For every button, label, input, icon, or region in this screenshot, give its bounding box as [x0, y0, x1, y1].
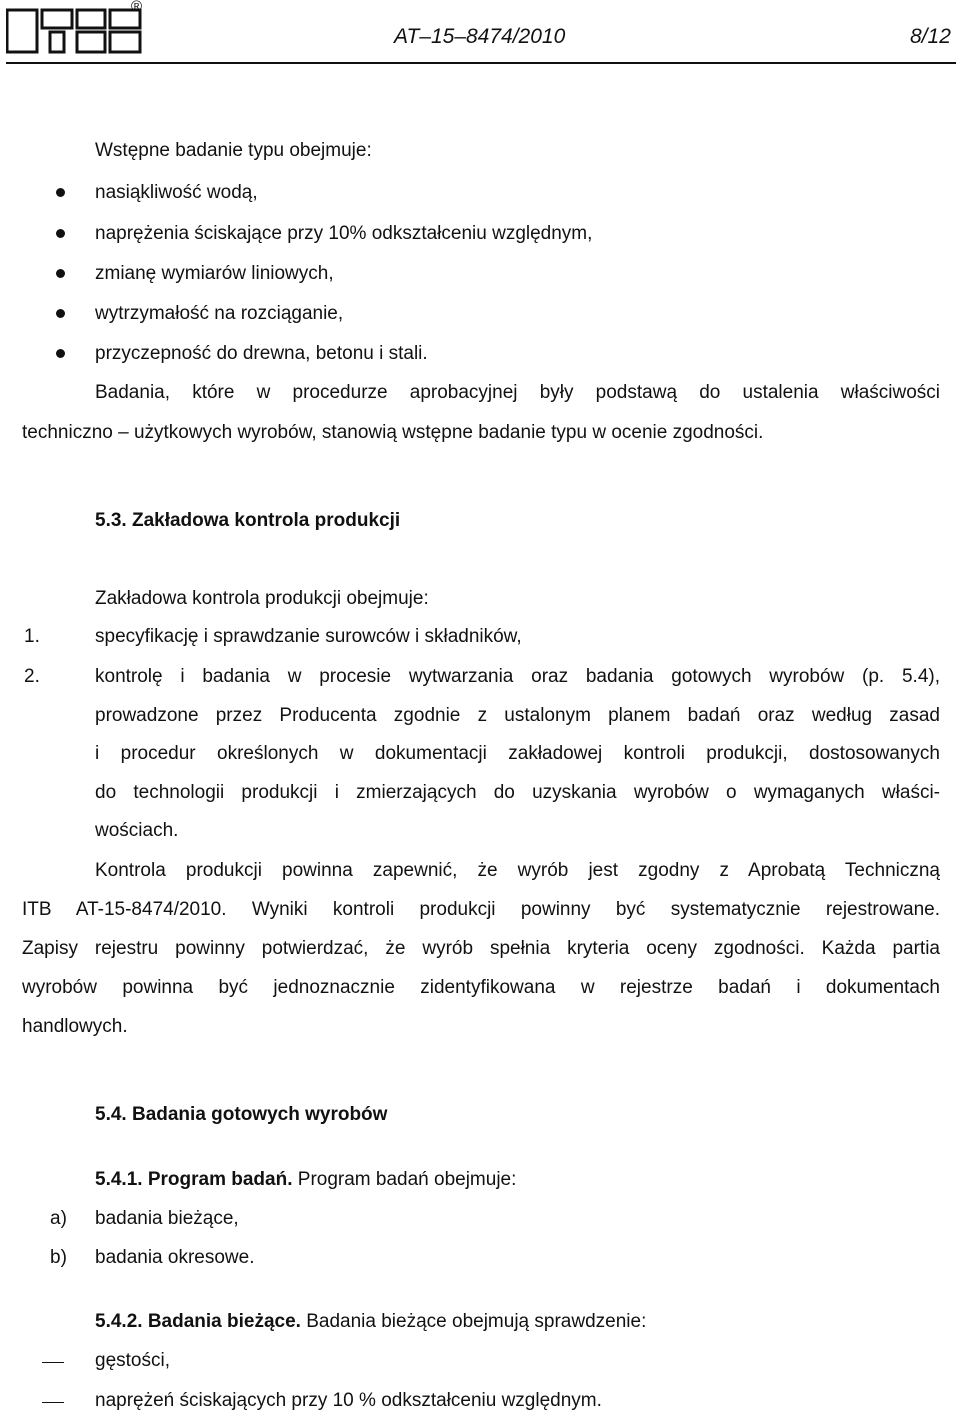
list-item: badania bieżące, — [95, 1208, 239, 1229]
list-item-line: i procedur określonych w dokumentacji zakładowej kontroli produkcji, dostosowanych — [95, 743, 940, 764]
list-item-line: kontrolę i badania w procesie wytwarzania oraz badania gotowych wyrobów (p. 5.4), — [95, 666, 940, 687]
initial-type-test-intro: Wstępne badanie typu obejmuje: — [95, 140, 372, 161]
factory-control-intro: Zakładowa kontrola produkcji obejmuje: — [95, 588, 429, 609]
bullet-icon — [56, 269, 65, 278]
bullet-icon — [56, 188, 65, 197]
subsection-text: Badania bieżące obejmują sprawdzenie: — [306, 1311, 647, 1332]
list-number: 2. — [24, 666, 40, 687]
subsection-line — [95, 1303, 646, 1341]
bullet-icon — [56, 349, 65, 358]
page-header — [0, 0, 960, 64]
dash-icon — [42, 1402, 64, 1403]
list-number: 1. — [24, 626, 40, 647]
registered-mark: ® — [131, 0, 143, 15]
subsection-text: Program badań obejmuje: — [297, 1169, 517, 1190]
list-label: a) — [50, 1208, 67, 1229]
list-item: nasiąkliwość wodą, — [95, 182, 258, 203]
dash-icon — [42, 1362, 64, 1363]
header-rule — [6, 62, 956, 64]
bullet-icon — [56, 309, 65, 318]
subsection-title: Program badań. — [147, 1169, 293, 1190]
list-item: gęstości, — [95, 1350, 170, 1371]
itb-logo — [6, 4, 144, 54]
list-item: naprężenia ściskające przy 10% odkształceniu względnym, — [95, 223, 593, 244]
subsection-number: 5.4.1. — [95, 1169, 143, 1190]
paragraph-line: techniczno – użytkowych wyrobów, stanowią wstępne badanie typu w ocenie zgodności. — [22, 422, 764, 443]
document-number: AT–15–8474/2010 — [394, 25, 566, 48]
list-item-line: do technologii produkcji i zmierzających do uzyskania wyrobów o wymaganych właści- — [95, 782, 940, 803]
list-label: b) — [50, 1247, 67, 1268]
paragraph-line: handlowych. — [22, 1016, 128, 1037]
list-item: naprężeń ściskających przy 10 % odkształceniu względnym. — [95, 1390, 602, 1411]
section-heading: 5.4. Badania gotowych wyrobów — [95, 1104, 388, 1125]
page-number: 8/12 — [910, 25, 951, 48]
subsection-title: Badania bieżące. — [147, 1311, 301, 1332]
list-item: zmianę wymiarów liniowych, — [95, 263, 334, 284]
paragraph-line: ITB AT-15-8474/2010. Wyniki kontroli produkcji powinny być systematycznie rejestrowane. — [22, 899, 940, 920]
bullet-icon — [56, 229, 65, 238]
section-heading: 5.3. Zakładowa kontrola produkcji — [95, 510, 401, 531]
paragraph-line: Zapisy rejestru powinny potwierdzać, że wyrób spełnia kryteria oceny zgodności. Każda partia — [22, 938, 940, 959]
subsection-line — [95, 1161, 516, 1199]
list-item: przyczepność do drewna, betonu i stali. — [95, 343, 428, 364]
paragraph-line: Badania, które w procedurze aprobacyjnej były podstawą do ustalenia właściwości — [95, 382, 940, 403]
list-item: wytrzymałość na rozciąganie, — [95, 303, 344, 324]
list-item-line: prowadzone przez Producenta zgodnie z ustalonym planem badań oraz według zasad — [95, 705, 940, 726]
paragraph-line: wyrobów powinna być jednoznacznie zidentyfikowana w rejestrze badań i dokumentach — [22, 977, 940, 998]
list-item: badania okresowe. — [95, 1247, 255, 1268]
list-item: specyfikację i sprawdzanie surowców i składników, — [95, 626, 522, 647]
list-item-line: wościach. — [95, 820, 179, 841]
subsection-number: 5.4.2. — [95, 1311, 143, 1332]
paragraph-line: Kontrola produkcji powinna zapewnić, że wyrób jest zgodny z Aprobatą Techniczną — [95, 860, 940, 881]
